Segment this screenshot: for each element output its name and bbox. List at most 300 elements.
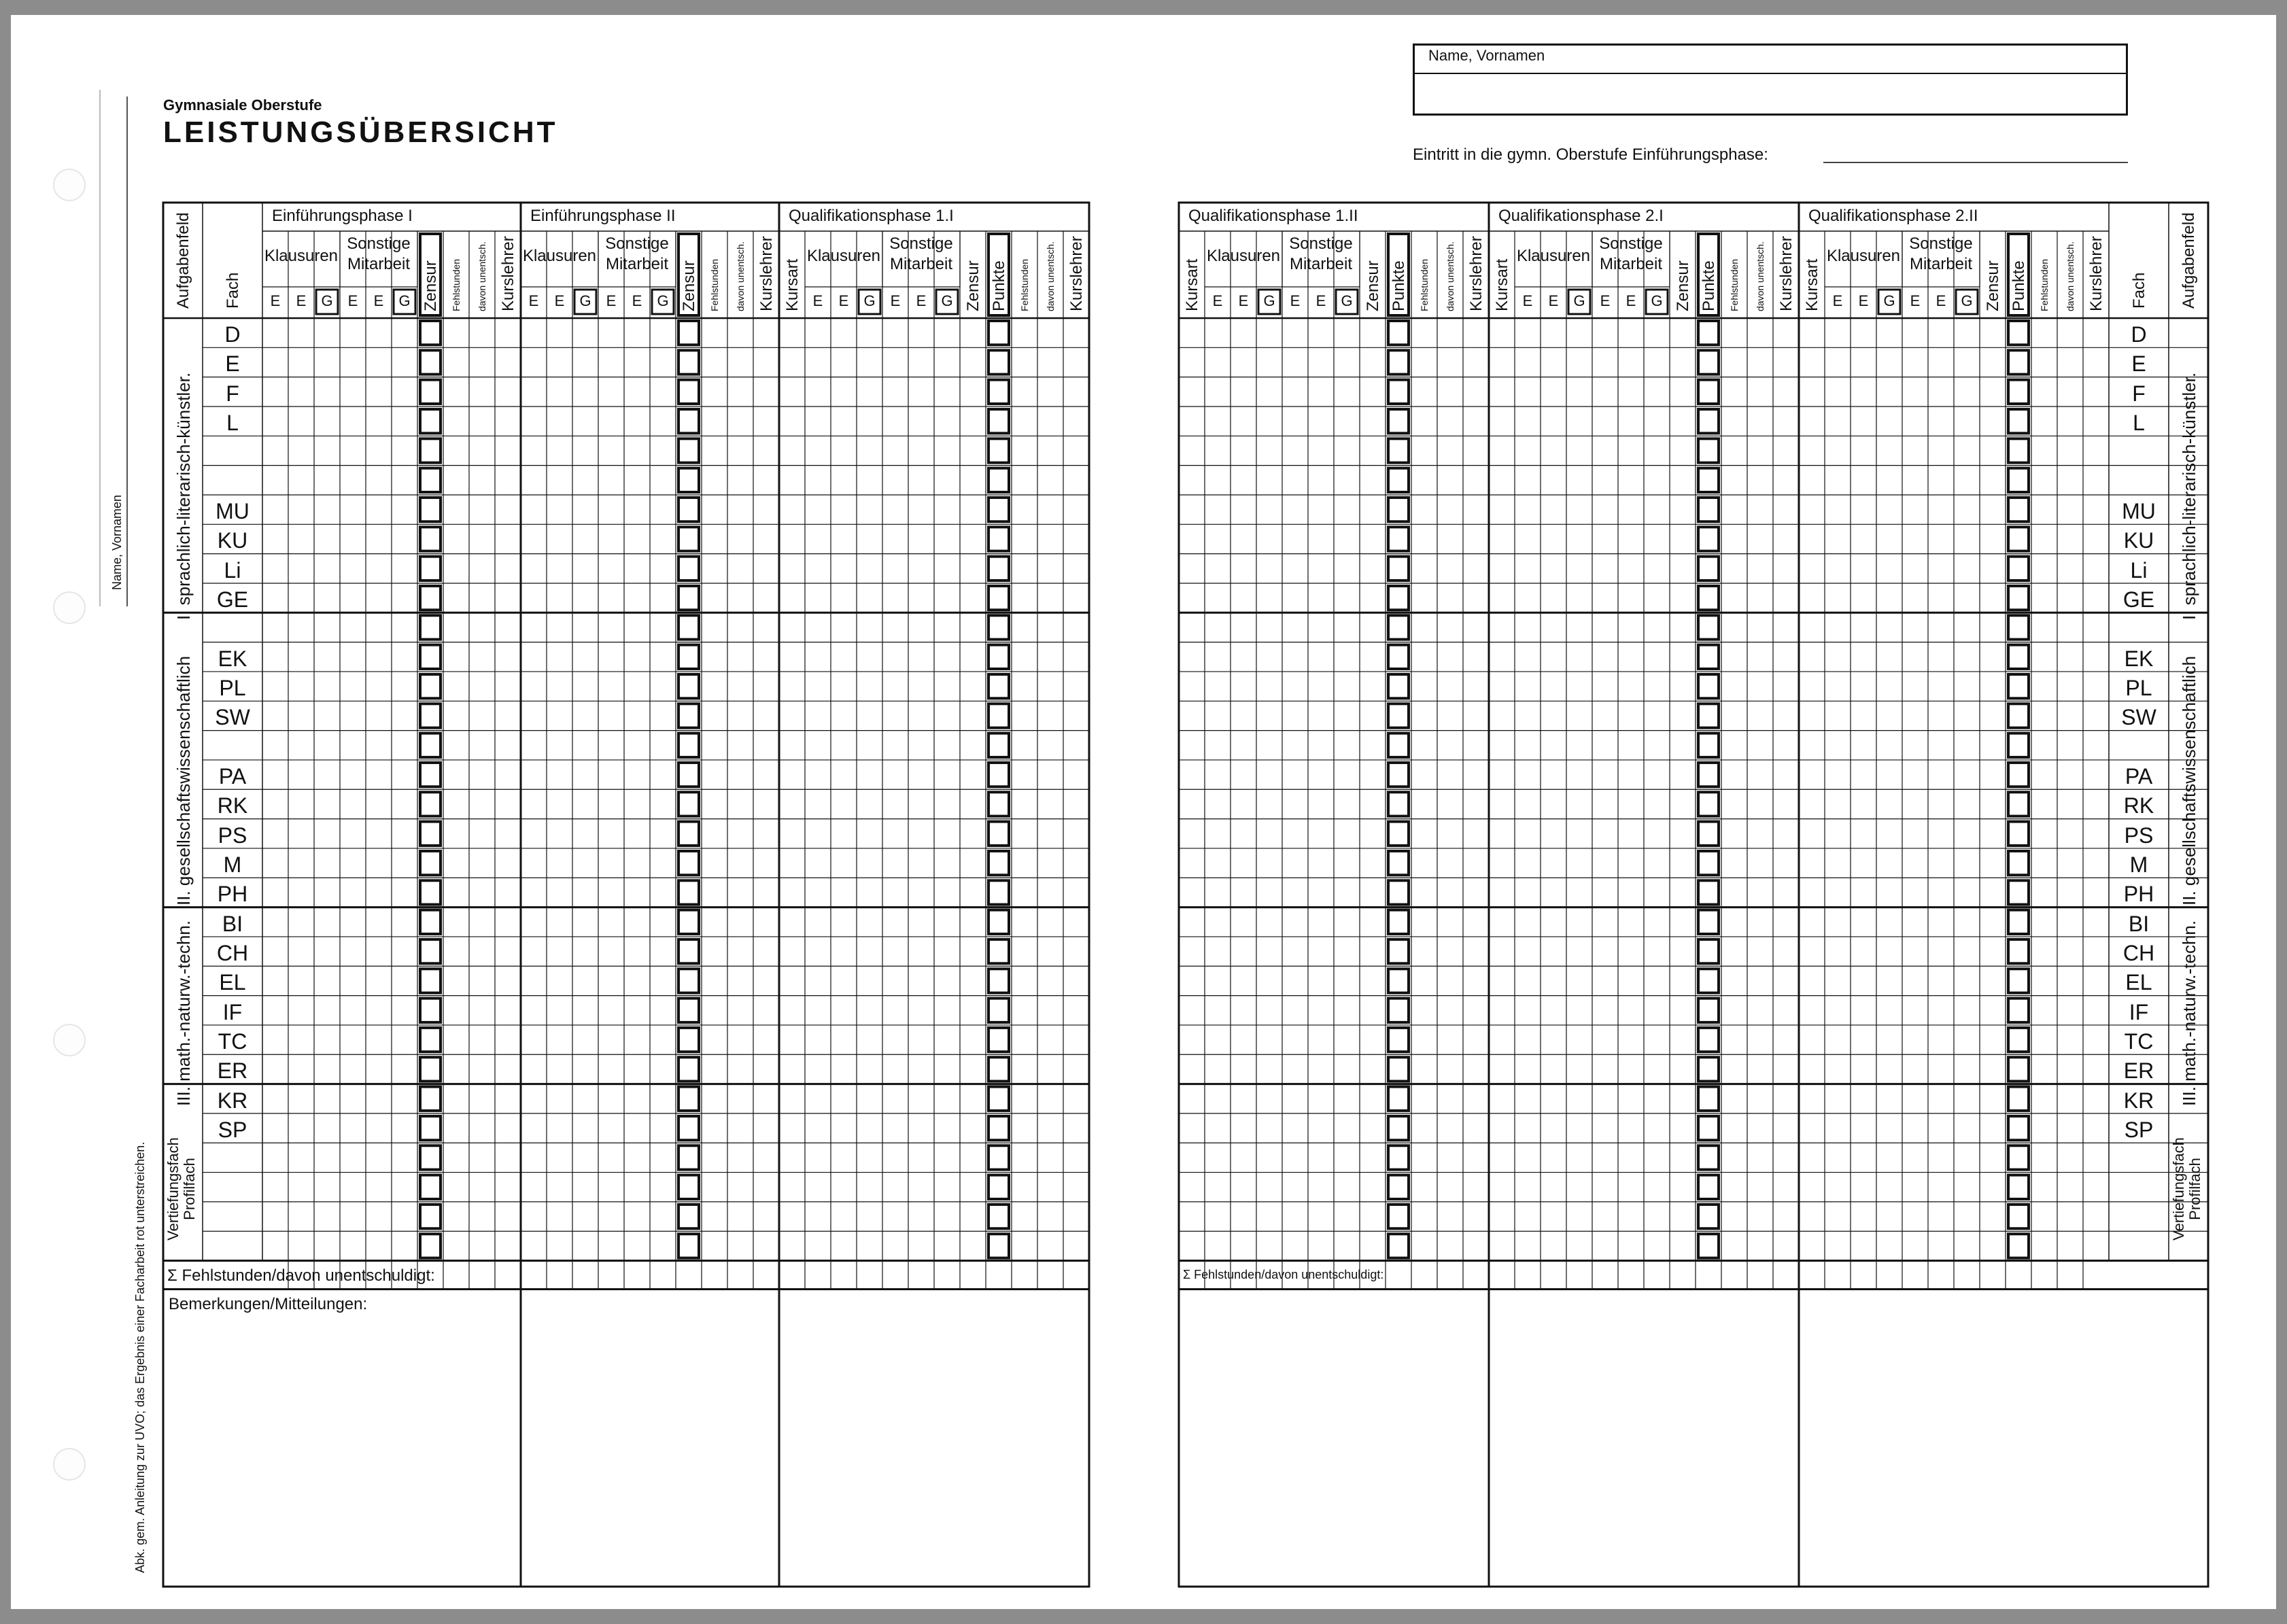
g-label: G [1651,292,1663,309]
score-cell[interactable] [678,792,699,816]
score-cell[interactable] [988,586,1009,610]
score-cell[interactable] [2008,999,2029,1022]
score-cell[interactable] [420,380,441,404]
score-cell[interactable] [988,1028,1009,1052]
score-cell[interactable] [988,1234,1009,1258]
g-label: G [1341,292,1353,309]
score-cell[interactable] [1698,999,1719,1022]
score-cell[interactable] [1388,704,1409,727]
score-cell[interactable] [1388,733,1409,757]
score-cell[interactable] [1388,792,1409,816]
g-label: G [1573,292,1585,309]
score-cell[interactable] [420,822,441,846]
score-cell[interactable] [2008,1175,2029,1199]
score-cell[interactable] [1388,1234,1409,1258]
score-cell[interactable] [678,1205,699,1228]
score-cell[interactable] [988,733,1009,757]
score-cell[interactable] [988,1087,1009,1111]
score-cell[interactable] [1698,645,1719,669]
g-label: G [1961,292,1973,309]
score-cell[interactable] [2008,409,2029,433]
score-cell[interactable] [1698,674,1719,698]
bemerkungen-label: Bemerkungen/Mitteilungen: [169,1294,368,1313]
score-cell[interactable] [420,939,441,963]
subject-label: F [226,381,239,406]
phase-title: Einführungsphase II [530,207,676,225]
score-cell[interactable] [988,527,1009,551]
score-cell[interactable] [1698,763,1719,787]
e-label: E [554,292,565,309]
subject-label: BI [2128,911,2150,936]
subject-label: PL [219,675,246,700]
score-cell[interactable] [1698,1057,1719,1081]
subject-label: KU [2123,528,2154,553]
score-cell[interactable] [420,557,441,581]
score-cell[interactable] [2008,763,2029,787]
score-cell[interactable] [1698,733,1719,757]
score-cell[interactable] [2008,1057,2029,1081]
score-cell[interactable] [1698,615,1719,639]
score-cell[interactable] [678,498,699,521]
score-cell[interactable] [678,1145,699,1169]
score-cell[interactable] [988,822,1009,846]
subject-label: CH [216,940,249,965]
fach-header: Fach [224,272,242,309]
score-cell[interactable] [678,969,699,992]
subject-label: IF [2129,999,2149,1024]
score-cell[interactable] [420,350,441,374]
score-cell[interactable] [678,1087,699,1111]
score-cell[interactable] [2008,674,2029,698]
score-cell[interactable] [420,321,441,345]
subject-label: Li [224,557,241,583]
score-cell[interactable] [988,645,1009,669]
score-cell[interactable] [2008,1234,2029,1258]
score-cell[interactable] [988,704,1009,727]
score-cell[interactable] [420,586,441,610]
e-label: E [812,292,823,309]
e-label: E [347,292,358,309]
subject-label: D [2131,322,2147,347]
aufgabenfeld-label: II. gesellschaftswissenschaftlich [2179,656,2199,906]
column-header-small: Fehlstunden [1729,258,1740,311]
score-cell[interactable] [2008,645,2029,669]
column-header-small: Fehlstunden [1419,258,1430,311]
score-cell[interactable] [988,939,1009,963]
score-cell[interactable] [1388,1145,1409,1169]
score-cell[interactable] [2008,910,2029,934]
score-cell[interactable] [678,880,699,904]
score-cell[interactable] [988,999,1009,1022]
g-label: G [1883,292,1895,309]
score-cell[interactable] [1388,1175,1409,1199]
score-cell[interactable] [1388,910,1409,934]
subject-label: CH [2122,940,2155,965]
subject-label: SW [2121,705,2156,730]
score-cell[interactable] [420,498,441,521]
g-label: G [863,292,876,309]
subject-label: E [225,351,240,377]
klausuren-header: Klausuren [1206,247,1281,265]
subject-label: ER [2123,1058,2154,1084]
score-cell[interactable] [2008,704,2029,727]
score-cell[interactable] [1388,409,1409,433]
score-cell[interactable] [420,645,441,669]
score-cell[interactable] [1698,910,1719,934]
subject-label: IF [222,999,243,1024]
score-header: Punkte [2010,260,2028,311]
e-label: E [838,292,849,309]
score-cell[interactable] [2008,380,2029,404]
score-cell[interactable] [2008,1116,2029,1140]
score-cell[interactable] [988,438,1009,462]
fach-header: Fach [2130,272,2148,309]
score-cell[interactable] [1388,557,1409,581]
aufgabenfeld-label: III. math.-naturw.-techn. [173,920,194,1107]
score-cell[interactable] [2008,586,2029,610]
subject-label: TC [2124,1029,2154,1054]
score-cell[interactable] [988,321,1009,345]
score-cell[interactable] [678,586,699,610]
score-cell[interactable] [1698,880,1719,904]
score-cell[interactable] [420,1145,441,1169]
score-cell[interactable] [678,851,699,875]
score-cell[interactable] [2008,498,2029,521]
score-cell[interactable] [988,498,1009,521]
score-cell[interactable] [1388,1205,1409,1228]
score-cell[interactable] [2008,1087,2029,1111]
score-cell[interactable] [988,851,1009,875]
score-cell[interactable] [1388,763,1409,787]
subject-label: M [2129,852,2148,877]
column-header: Kursart [783,258,802,311]
e-label: E [1522,292,1533,309]
score-cell[interactable] [420,792,441,816]
score-header: Punkte [1390,260,1408,311]
fehlstunden-sum-label: Σ Fehlstunden/davon unentschuldigt: [167,1266,435,1285]
column-header: Kurslehrer [2087,236,2105,311]
score-cell[interactable] [1388,939,1409,963]
score-cell[interactable] [420,851,441,875]
score-cell[interactable] [1388,822,1409,846]
score-cell[interactable] [1698,851,1719,875]
subject-label: PL [2125,675,2152,700]
score-cell[interactable] [420,999,441,1022]
e-label: E [1832,292,1843,309]
score-cell[interactable] [420,704,441,727]
right-table [1179,203,2208,1587]
score-cell[interactable] [2008,1145,2029,1169]
score-cell[interactable] [2008,733,2029,757]
score-cell[interactable] [1698,380,1719,404]
e-label: E [373,292,384,309]
score-cell[interactable] [1698,704,1719,727]
aufgabenfeld-label: I. sprachlich-literarisch-künstler. [173,373,194,621]
score-cell[interactable] [420,615,441,639]
score-cell[interactable] [678,1234,699,1258]
column-header-small: Fehlstunden [1019,258,1030,311]
score-cell[interactable] [420,1175,441,1199]
score-cell[interactable] [678,674,699,698]
subject-label: EL [219,970,246,995]
score-cell[interactable] [2008,438,2029,462]
aufgabenfeld-label: Vertiefungsfach Profilfach [2170,1137,2203,1241]
score-cell[interactable] [1698,1116,1719,1140]
score-cell[interactable] [678,645,699,669]
score-cell[interactable] [420,1087,441,1111]
score-cell[interactable] [1698,527,1719,551]
score-cell[interactable] [988,1116,1009,1140]
score-cell[interactable] [1388,880,1409,904]
e-label: E [1238,292,1249,309]
score-cell[interactable] [988,969,1009,992]
score-cell[interactable] [1388,1116,1409,1140]
score-cell[interactable] [678,468,699,492]
score-cell[interactable] [1698,1028,1719,1052]
subject-label: PH [217,882,248,907]
score-cell[interactable] [988,350,1009,374]
score-cell[interactable] [678,822,699,846]
score-cell[interactable] [678,409,699,433]
score-cell[interactable] [2008,615,2029,639]
e-label: E [1910,292,1921,309]
column-header: Kurslehrer [499,236,517,311]
score-cell[interactable] [988,674,1009,698]
e-label: E [606,292,617,309]
score-cell[interactable] [1698,1175,1719,1199]
score-cell[interactable] [1698,586,1719,610]
subject-label: MU [2122,498,2156,523]
score-cell[interactable] [1698,792,1719,816]
e-label: E [890,292,901,309]
score-cell[interactable] [420,527,441,551]
score-cell[interactable] [420,910,441,934]
name-field-label: Name, Vornamen [1428,47,1545,64]
aufgabenfeld-label: II. gesellschaftswissenschaftlich [173,656,194,906]
score-cell[interactable] [1388,438,1409,462]
subject-label: SW [215,705,250,730]
score-cell[interactable] [1698,350,1719,374]
score-cell[interactable] [678,557,699,581]
column-header-small: Fehlstunden [2039,258,2050,311]
column-header-small: davon unentsch. [2065,241,2076,311]
score-cell[interactable] [420,733,441,757]
sonstige-mitarbeit-header: Sonstige Mitarbeit [889,235,953,273]
e-label: E [1290,292,1301,309]
score-cell[interactable] [988,409,1009,433]
score-cell[interactable] [2008,321,2029,345]
score-cell[interactable] [678,1057,699,1081]
score-cell[interactable] [988,615,1009,639]
score-cell[interactable] [678,438,699,462]
score-cell[interactable] [678,910,699,934]
score-cell[interactable] [988,1057,1009,1081]
subject-label: Li [2130,557,2148,583]
subject-label: KR [2123,1088,2154,1113]
score-cell[interactable] [1388,527,1409,551]
column-header: Kurslehrer [1067,236,1086,311]
phase-title: Qualifikationsphase 2.II [1808,207,1978,225]
entry-phase-label: Eintritt in die gymn. Oberstufe Einführungsphase: [1413,145,1768,164]
score-cell[interactable] [420,438,441,462]
score-cell[interactable] [2008,1028,2029,1052]
score-cell[interactable] [420,969,441,992]
score-cell[interactable] [1388,498,1409,521]
aufgabenfeld-header: Aufgabenfeld [174,212,192,309]
score-cell[interactable] [988,557,1009,581]
score-cell[interactable] [1698,321,1719,345]
score-cell[interactable] [420,1028,441,1052]
score-cell[interactable] [988,1145,1009,1169]
aufgabenfeld-label: III. math.-naturw.-techn. [2179,920,2199,1107]
subject-label: PH [2123,882,2154,907]
score-cell[interactable] [1698,1205,1719,1228]
margin-name-label: Name, Vornamen [110,494,124,590]
score-cell[interactable] [1388,674,1409,698]
subject-label: ER [217,1058,248,1084]
score-cell[interactable] [988,880,1009,904]
score-cell[interactable] [1698,557,1719,581]
score-cell[interactable] [1388,645,1409,669]
subject-label: SP [2124,1117,2154,1142]
score-cell[interactable] [1698,1145,1719,1169]
e-label: E [1600,292,1611,309]
score-cell[interactable] [678,380,699,404]
score-cell[interactable] [1698,822,1719,846]
aufgabenfeld-label: I. sprachlich-literarisch-künstler. [2179,373,2199,621]
score-cell[interactable] [678,615,699,639]
e-label: E [528,292,539,309]
subject-label: F [2132,381,2146,406]
subject-label: E [2131,351,2146,377]
subject-label: RK [2123,793,2154,818]
score-cell[interactable] [1388,969,1409,992]
score-cell[interactable] [678,527,699,551]
score-cell[interactable] [1698,1234,1719,1258]
score-cell[interactable] [420,1057,441,1081]
score-cell[interactable] [1698,939,1719,963]
score-cell[interactable] [988,380,1009,404]
subject-label: PS [218,823,247,848]
score-cell[interactable] [678,1116,699,1140]
subject-label: PA [2125,763,2153,789]
score-cell[interactable] [678,1028,699,1052]
column-header-small: Fehlstunden [451,258,462,311]
score-cell[interactable] [1388,586,1409,610]
subject-label: KR [217,1088,248,1113]
score-cell[interactable] [2008,350,2029,374]
score-cell[interactable] [678,939,699,963]
subject-label: TC [218,1029,247,1054]
score-cell[interactable] [1388,380,1409,404]
score-cell[interactable] [1388,1087,1409,1111]
column-header: Zensur [964,260,982,311]
score-cell[interactable] [1388,1028,1409,1052]
score-cell[interactable] [2008,557,2029,581]
score-cell[interactable] [420,1234,441,1258]
e-label: E [1936,292,1946,309]
score-cell[interactable] [678,1175,699,1199]
score-cell[interactable] [420,763,441,787]
score-cell[interactable] [1388,468,1409,492]
subject-label: GE [216,587,249,612]
score-cell[interactable] [678,350,699,374]
score-cell[interactable] [1698,468,1719,492]
score-cell[interactable] [1388,999,1409,1022]
column-header-small: davon unentsch. [1045,241,1056,311]
score-cell[interactable] [678,733,699,757]
score-cell[interactable] [988,1205,1009,1228]
score-header: Zensur [680,260,698,311]
score-cell[interactable] [2008,969,2029,992]
e-label: E [1212,292,1223,309]
score-cell[interactable] [1388,1057,1409,1081]
page-title: LEISTUNGSÜBERSICHT [163,116,558,149]
aufgabenfeld-label: Vertiefungsfach Profilfach [165,1137,198,1241]
score-cell[interactable] [1388,851,1409,875]
klausuren-header: Klausuren [806,247,881,265]
score-cell[interactable] [988,763,1009,787]
score-cell[interactable] [988,1175,1009,1199]
score-cell[interactable] [988,468,1009,492]
score-cell[interactable] [420,1116,441,1140]
score-cell[interactable] [678,704,699,727]
score-cell[interactable] [988,792,1009,816]
score-cell[interactable] [678,999,699,1022]
fehlstunden-sum-label: Σ Fehlstunden/davon unentschuldigt: [1183,1267,1384,1281]
score-cell[interactable] [1388,321,1409,345]
score-cell[interactable] [420,468,441,492]
score-cell[interactable] [2008,527,2029,551]
score-cell[interactable] [420,674,441,698]
score-cell[interactable] [1698,409,1719,433]
score-cell[interactable] [2008,468,2029,492]
subject-label: M [223,852,242,877]
score-cell[interactable] [2008,1205,2029,1228]
e-label: E [270,292,281,309]
score-cell[interactable] [2008,939,2029,963]
klausuren-header: Klausuren [264,247,339,265]
score-cell[interactable] [2008,880,2029,904]
score-cell[interactable] [1388,350,1409,374]
score-cell[interactable] [1698,969,1719,992]
sonstige-mitarbeit-header: Sonstige Mitarbeit [1599,235,1663,273]
subject-label: KU [217,528,248,553]
subject-label: SP [218,1117,247,1142]
score-cell[interactable] [1698,1087,1719,1111]
score-cell[interactable] [678,763,699,787]
score-cell[interactable] [678,321,699,345]
score-cell[interactable] [420,409,441,433]
column-header-small: davon unentsch. [735,241,746,311]
subject-label: GE [2122,587,2155,612]
subject-label: EK [218,646,247,671]
e-label: E [296,292,307,309]
subject-label: EL [2125,970,2152,995]
score-cell[interactable] [2008,822,2029,846]
score-cell[interactable] [1388,615,1409,639]
score-cell[interactable] [1698,498,1719,521]
g-label: G [398,292,411,309]
subject-label: L [226,410,239,435]
score-cell[interactable] [420,880,441,904]
score-cell[interactable] [420,1205,441,1228]
score-cell[interactable] [1698,438,1719,462]
score-cell[interactable] [2008,851,2029,875]
subject-label: EK [2124,646,2154,671]
score-cell[interactable] [988,910,1009,934]
score-cell[interactable] [2008,792,2029,816]
